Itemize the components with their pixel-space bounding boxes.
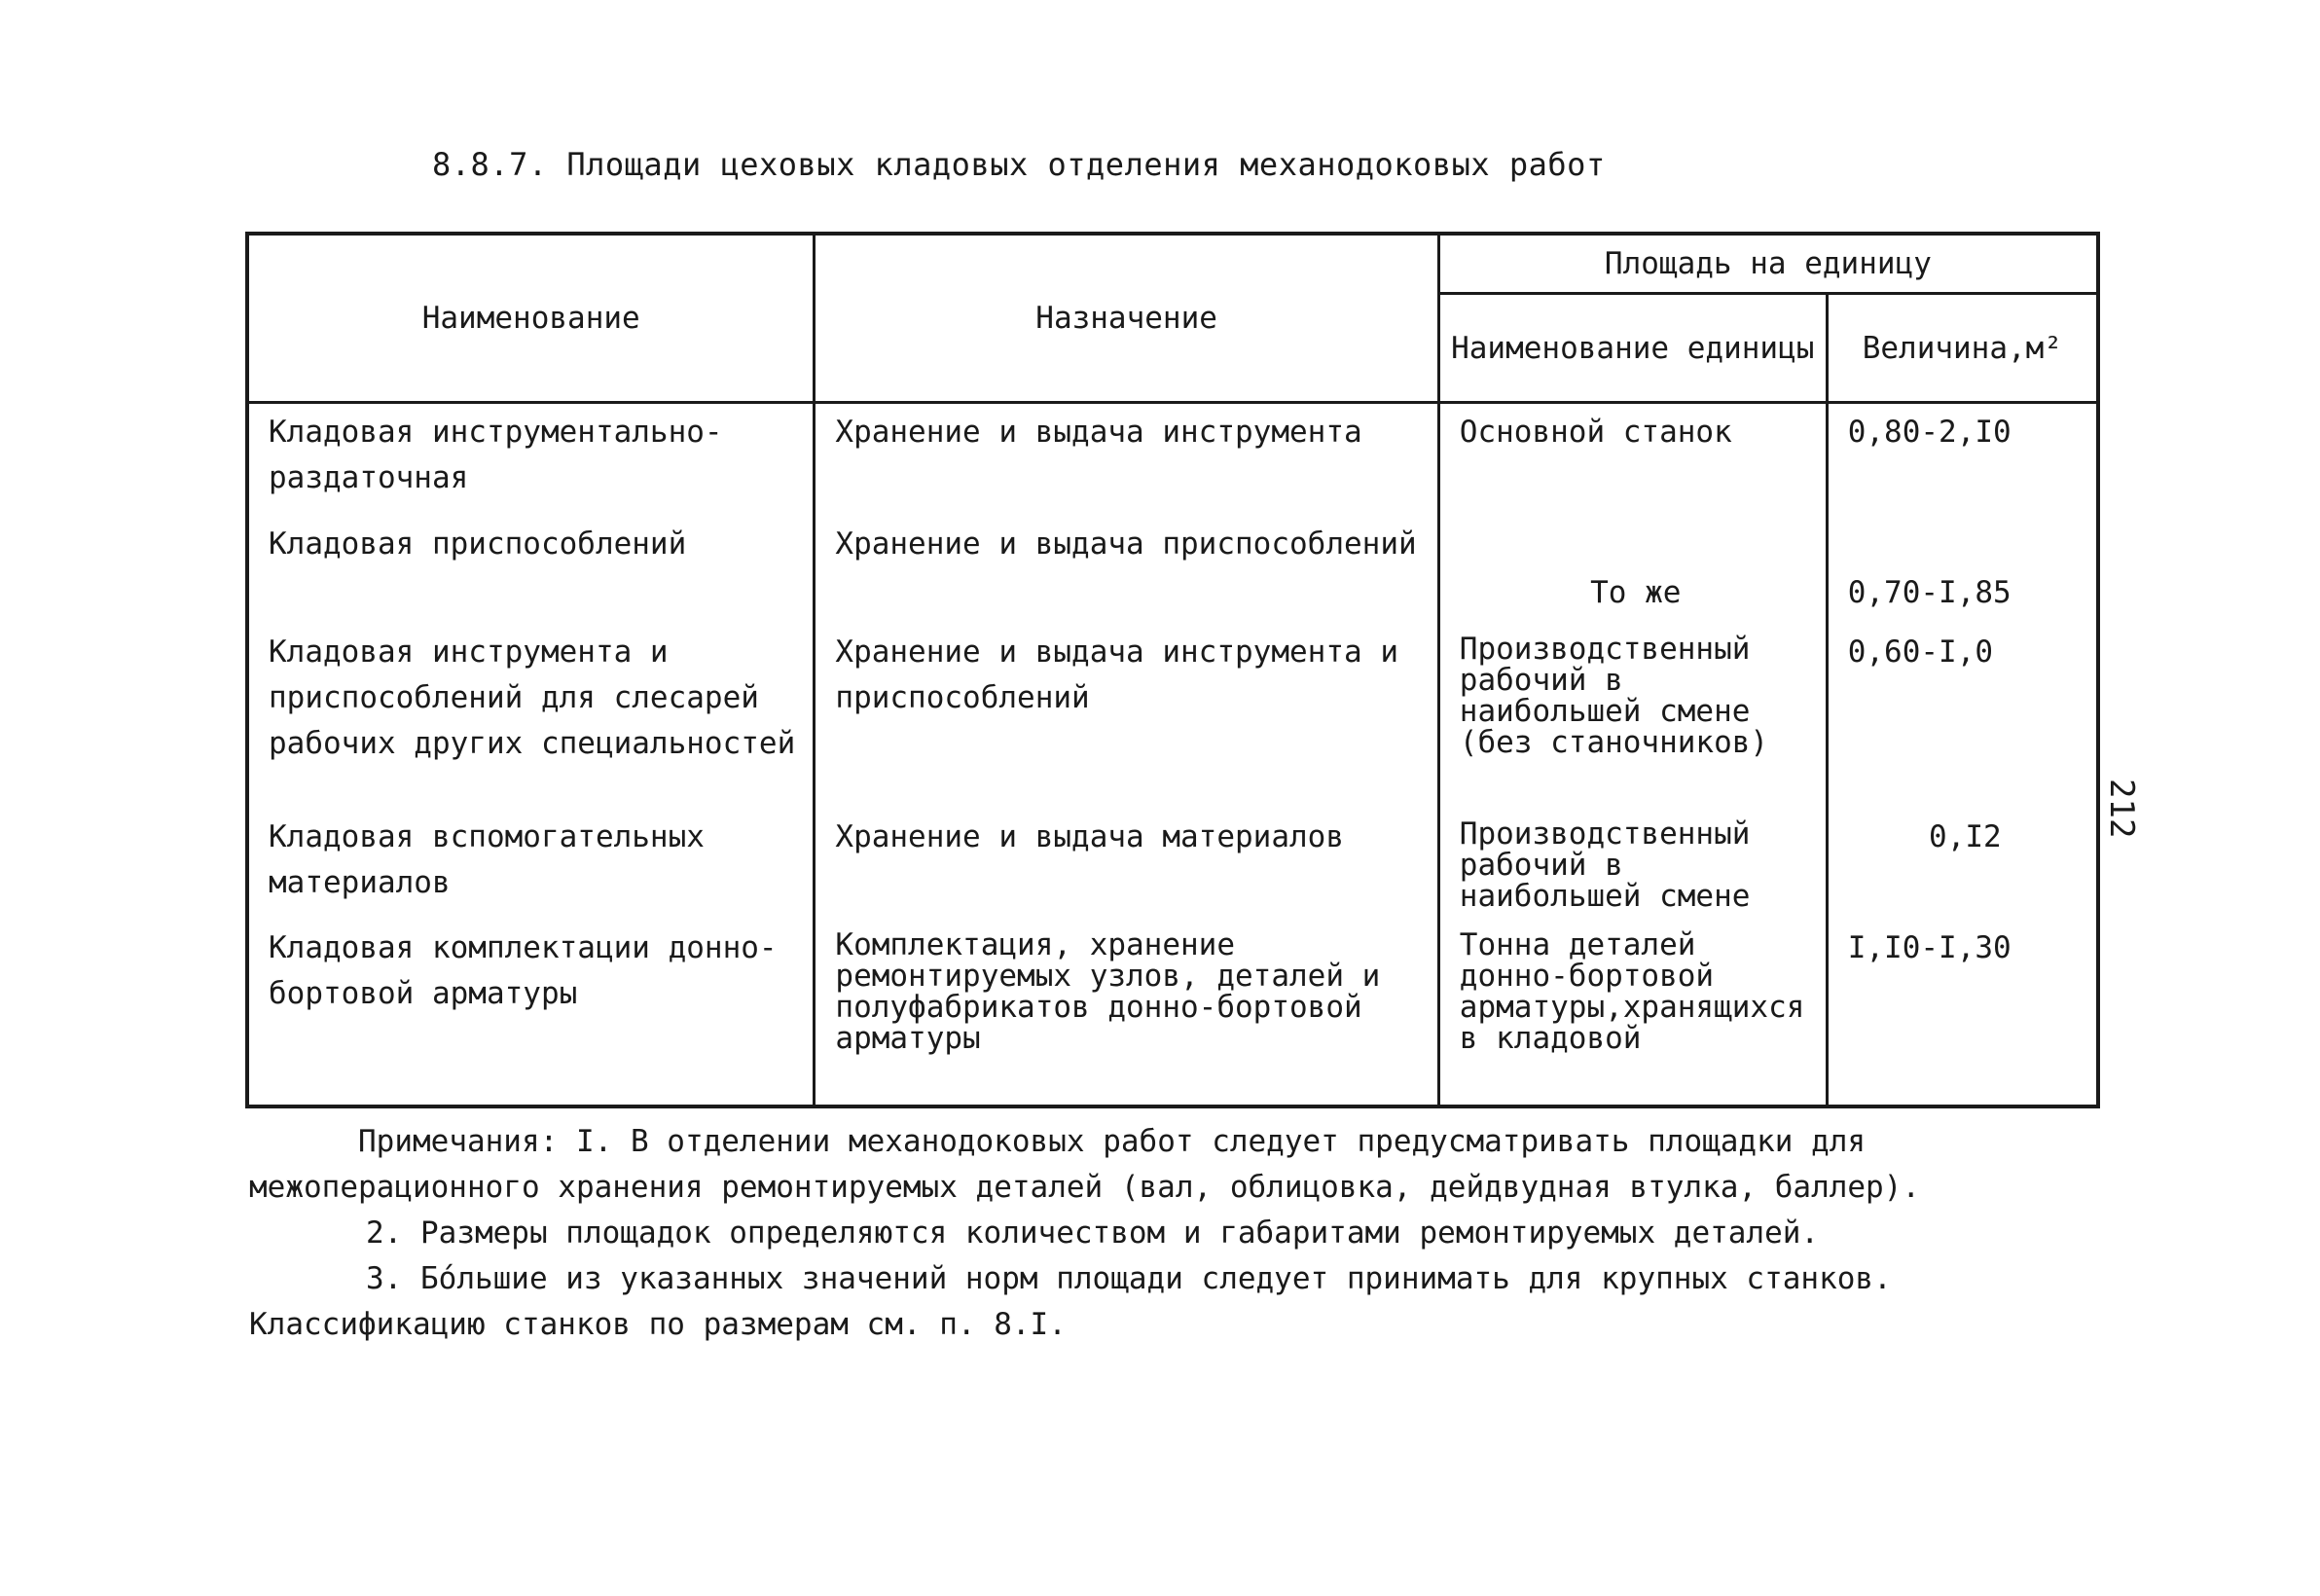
- table-row: [247, 624, 2098, 809]
- table-row: [247, 920, 2098, 1106]
- table-row: [247, 516, 2098, 624]
- table-row: [247, 403, 2098, 517]
- cell-text: Кладовая вспомогательных материалов: [269, 819, 705, 900]
- cell-text: 0,70-I,85: [1847, 575, 2012, 610]
- cell-purpose: [815, 809, 1438, 920]
- note-1-line-1: Примечания: I. В отделении механодоковых работ следует предусматривать площадки для: [358, 1124, 1867, 1159]
- cell-text: Хранение и выдача инструмента и приспособлений: [835, 635, 1398, 715]
- note-2: 2. Размеры площадок определяются количеством и габаритами ремонтируемых деталей.: [366, 1215, 1820, 1251]
- header-name: Наименование: [247, 234, 815, 403]
- cell-value: [1827, 920, 2098, 1106]
- cell-unit: [1438, 809, 1827, 920]
- storerooms-table: [245, 232, 2100, 1108]
- cell-text: Тонна деталей донно-бортовой арматуры,хранящихся в кладовой: [1459, 927, 1805, 1056]
- cell-value: [1827, 516, 2098, 624]
- note-1-line-2: межоперационного хранения ремонтируемых деталей (вал, облицовка, дейдвудная втулка, баллер).: [249, 1170, 1921, 1205]
- note-3-line-2: Классификацию станков по размерам см. п. 8.I.: [249, 1307, 1067, 1342]
- cell-text: Хранение и выдача инструмента: [835, 415, 1362, 450]
- page-title: 8.8.7. Площади цеховых кладовых отделения механодоковых работ: [432, 146, 1606, 183]
- cell-text: 0,80-2,I0: [1847, 415, 2012, 450]
- cell-text: Комплектация, хранение ремонтируемых узлов, деталей и полуфабрикатов донно-бортовой арматуры: [835, 927, 1381, 1056]
- header-purpose: Назначение: [815, 234, 1438, 403]
- cell-unit: [1438, 624, 1827, 809]
- table-row: [247, 809, 2098, 920]
- cell-name: [247, 920, 815, 1106]
- cell-text: 0,60-I,0: [1847, 635, 1994, 670]
- cell-text: То же: [1590, 575, 1682, 610]
- cell-unit: [1438, 403, 1827, 517]
- cell-value: [1827, 624, 2098, 809]
- cell-text: Хранение и выдача приспособлений: [835, 526, 1417, 562]
- cell-purpose: [815, 516, 1438, 624]
- cell-name: [247, 624, 815, 809]
- cell-text: I,I0-I,30: [1847, 930, 2012, 965]
- cell-name: [247, 809, 815, 920]
- cell-unit: [1438, 920, 1827, 1106]
- cell-text: Кладовая комплектации донно-бортовой арматуры: [269, 930, 778, 1011]
- page-number: 212: [2102, 779, 2141, 839]
- cell-text: Основной станок: [1459, 415, 1732, 450]
- notes-block: [249, 1119, 2098, 1348]
- cell-unit: [1438, 516, 1827, 624]
- header-unit-name: Наименование единицы: [1438, 294, 1827, 403]
- cell-text: Кладовая инструмента и приспособлений для слесарей рабочих других специальностей: [269, 635, 796, 761]
- cell-text: Производственный рабочий в наибольшей смене (без станочников): [1459, 632, 1769, 760]
- cell-text: Хранение и выдача материалов: [835, 819, 1344, 854]
- cell-purpose: [815, 920, 1438, 1106]
- cell-value: [1827, 809, 2098, 920]
- note-3-line-1: 3. Бо́льшие из указанных значений норм площади следует принимать для крупных станков.: [366, 1261, 1892, 1296]
- cell-purpose: [815, 403, 1438, 517]
- cell-name: [247, 516, 815, 624]
- cell-value: [1827, 403, 2098, 517]
- header-area-group: Площадь на единицу: [1438, 234, 2098, 294]
- cell-text: 0,I2: [1929, 819, 2002, 854]
- cell-text: Производственный рабочий в наибольшей смене: [1459, 816, 1751, 914]
- cell-purpose: [815, 624, 1438, 809]
- header-value: Величина,м²: [1827, 294, 2098, 403]
- cell-name: [247, 403, 815, 517]
- cell-text: Кладовая приспособлений: [269, 526, 687, 562]
- cell-text: Кладовая инструментально-раздаточная: [269, 415, 723, 495]
